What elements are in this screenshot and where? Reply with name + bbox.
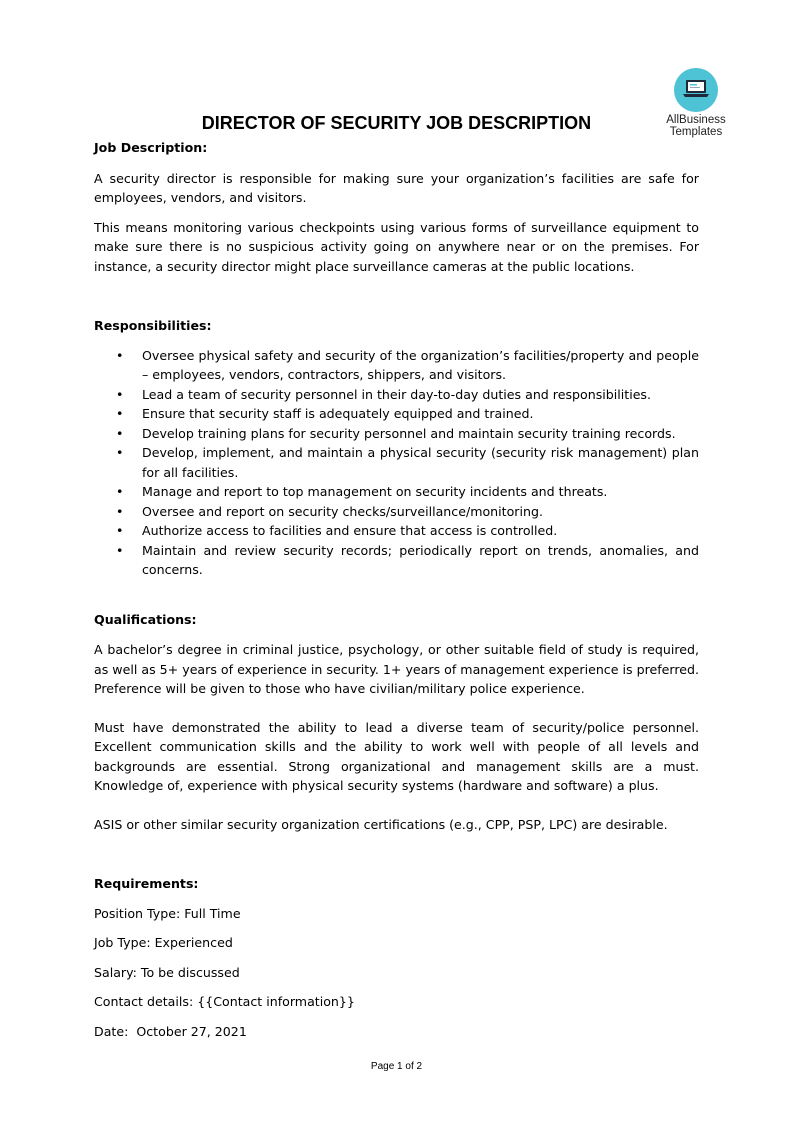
- bullet-icon: •: [116, 523, 124, 538]
- document-body: [94, 138, 699, 1041]
- bullet-icon: •: [116, 386, 124, 402]
- job-type: Job Type: Experienced: [94, 935, 233, 950]
- list-item: • Develop, implement, and maintain a physical security (security risk management) plan for all facilities.: [116, 445, 699, 480]
- salary: Salary: To be discussed: [94, 964, 240, 980]
- page-number: Page 1 of 2: [370, 1061, 423, 1072]
- bullet-icon: •: [116, 503, 124, 519]
- contact-details: Contact details: {{Contact information}}: [94, 994, 355, 1009]
- bullet-icon: •: [116, 484, 124, 499]
- job-description-paragraph: This means monitoring various checkpoints using various forms of surveillance equipment to make sure there is no suspicious activity going on anywhere near or on the premises. For instance, a security director might place surveillance cameras at the public locations.: [94, 219, 699, 274]
- date: Date: October 27, 2021: [94, 1023, 247, 1039]
- job-description-heading: Job Description:: [94, 140, 208, 155]
- list-item: • Develop training plans for security personnel and maintain security training records.: [94, 424, 699, 444]
- bullet-icon: •: [116, 347, 124, 363]
- list-item: • Maintain and review security records; periodically report on trends, anomalies, and concerns.: [116, 542, 699, 577]
- list-item: • Lead a team of security personnel in their day-to-day duties and responsibilities.: [94, 385, 699, 405]
- logo-line1: AllBusiness: [666, 114, 726, 126]
- qualifications-paragraph: A bachelor’s degree in criminal justice, psychology, or other suitable field of study is required, as well as 5+ years of experience in security. 1+ years of management experience is preferred. Preference will be given to those who have civilian/military police experience.: [94, 642, 699, 696]
- qualifications-paragraph: Must have demonstrated the ability to lead a diverse team of security/police personnel. Excellent communication skills and the ability to work well with people of all levels and backgrounds are essential. Strong organizational and management skills are a must. Knowledge of, experience with physical security systems (hardware and software) a plus.: [94, 719, 699, 793]
- responsibilities-heading: Responsibilities:: [94, 318, 212, 333]
- page-title: DIRECTOR OF SECURITY JOB DESCRIPTION: [201, 113, 592, 133]
- qualifications-paragraph: ASIS or other similar security organization certifications (e.g., CPP, PSP, LPC) are desirable.: [94, 816, 668, 832]
- requirements-heading: Requirements:: [94, 876, 199, 891]
- bullet-icon: •: [116, 445, 124, 460]
- qualifications-heading: Qualifications:: [94, 611, 197, 627]
- responsibilities-list: [94, 346, 699, 580]
- bullet-icon: •: [116, 542, 124, 558]
- list-item: • Oversee physical safety and security of the organization’s facilities/property and people – employees, vendors, contractors, shippers, and visitors.: [116, 347, 699, 382]
- list-item: • Manage and report to top management on security incidents and threats.: [94, 482, 699, 502]
- bullet-icon: •: [116, 425, 124, 441]
- list-item: • Ensure that security staff is adequately equipped and trained.: [94, 404, 699, 424]
- bullet-icon: •: [116, 406, 124, 421]
- list-item: • Authorize access to facilities and ensure that access is controlled.: [94, 521, 699, 541]
- job-description-paragraph: A security director is responsible for making sure your organization’s facilities are safe for employees, vendors, and visitors.: [94, 170, 699, 205]
- laptop-icon: [674, 68, 718, 112]
- position-type: Position Type: Full Time: [94, 905, 241, 921]
- list-item: • Oversee and report on security checks/surveillance/monitoring.: [94, 502, 699, 522]
- logo-line2: Templates: [669, 126, 723, 138]
